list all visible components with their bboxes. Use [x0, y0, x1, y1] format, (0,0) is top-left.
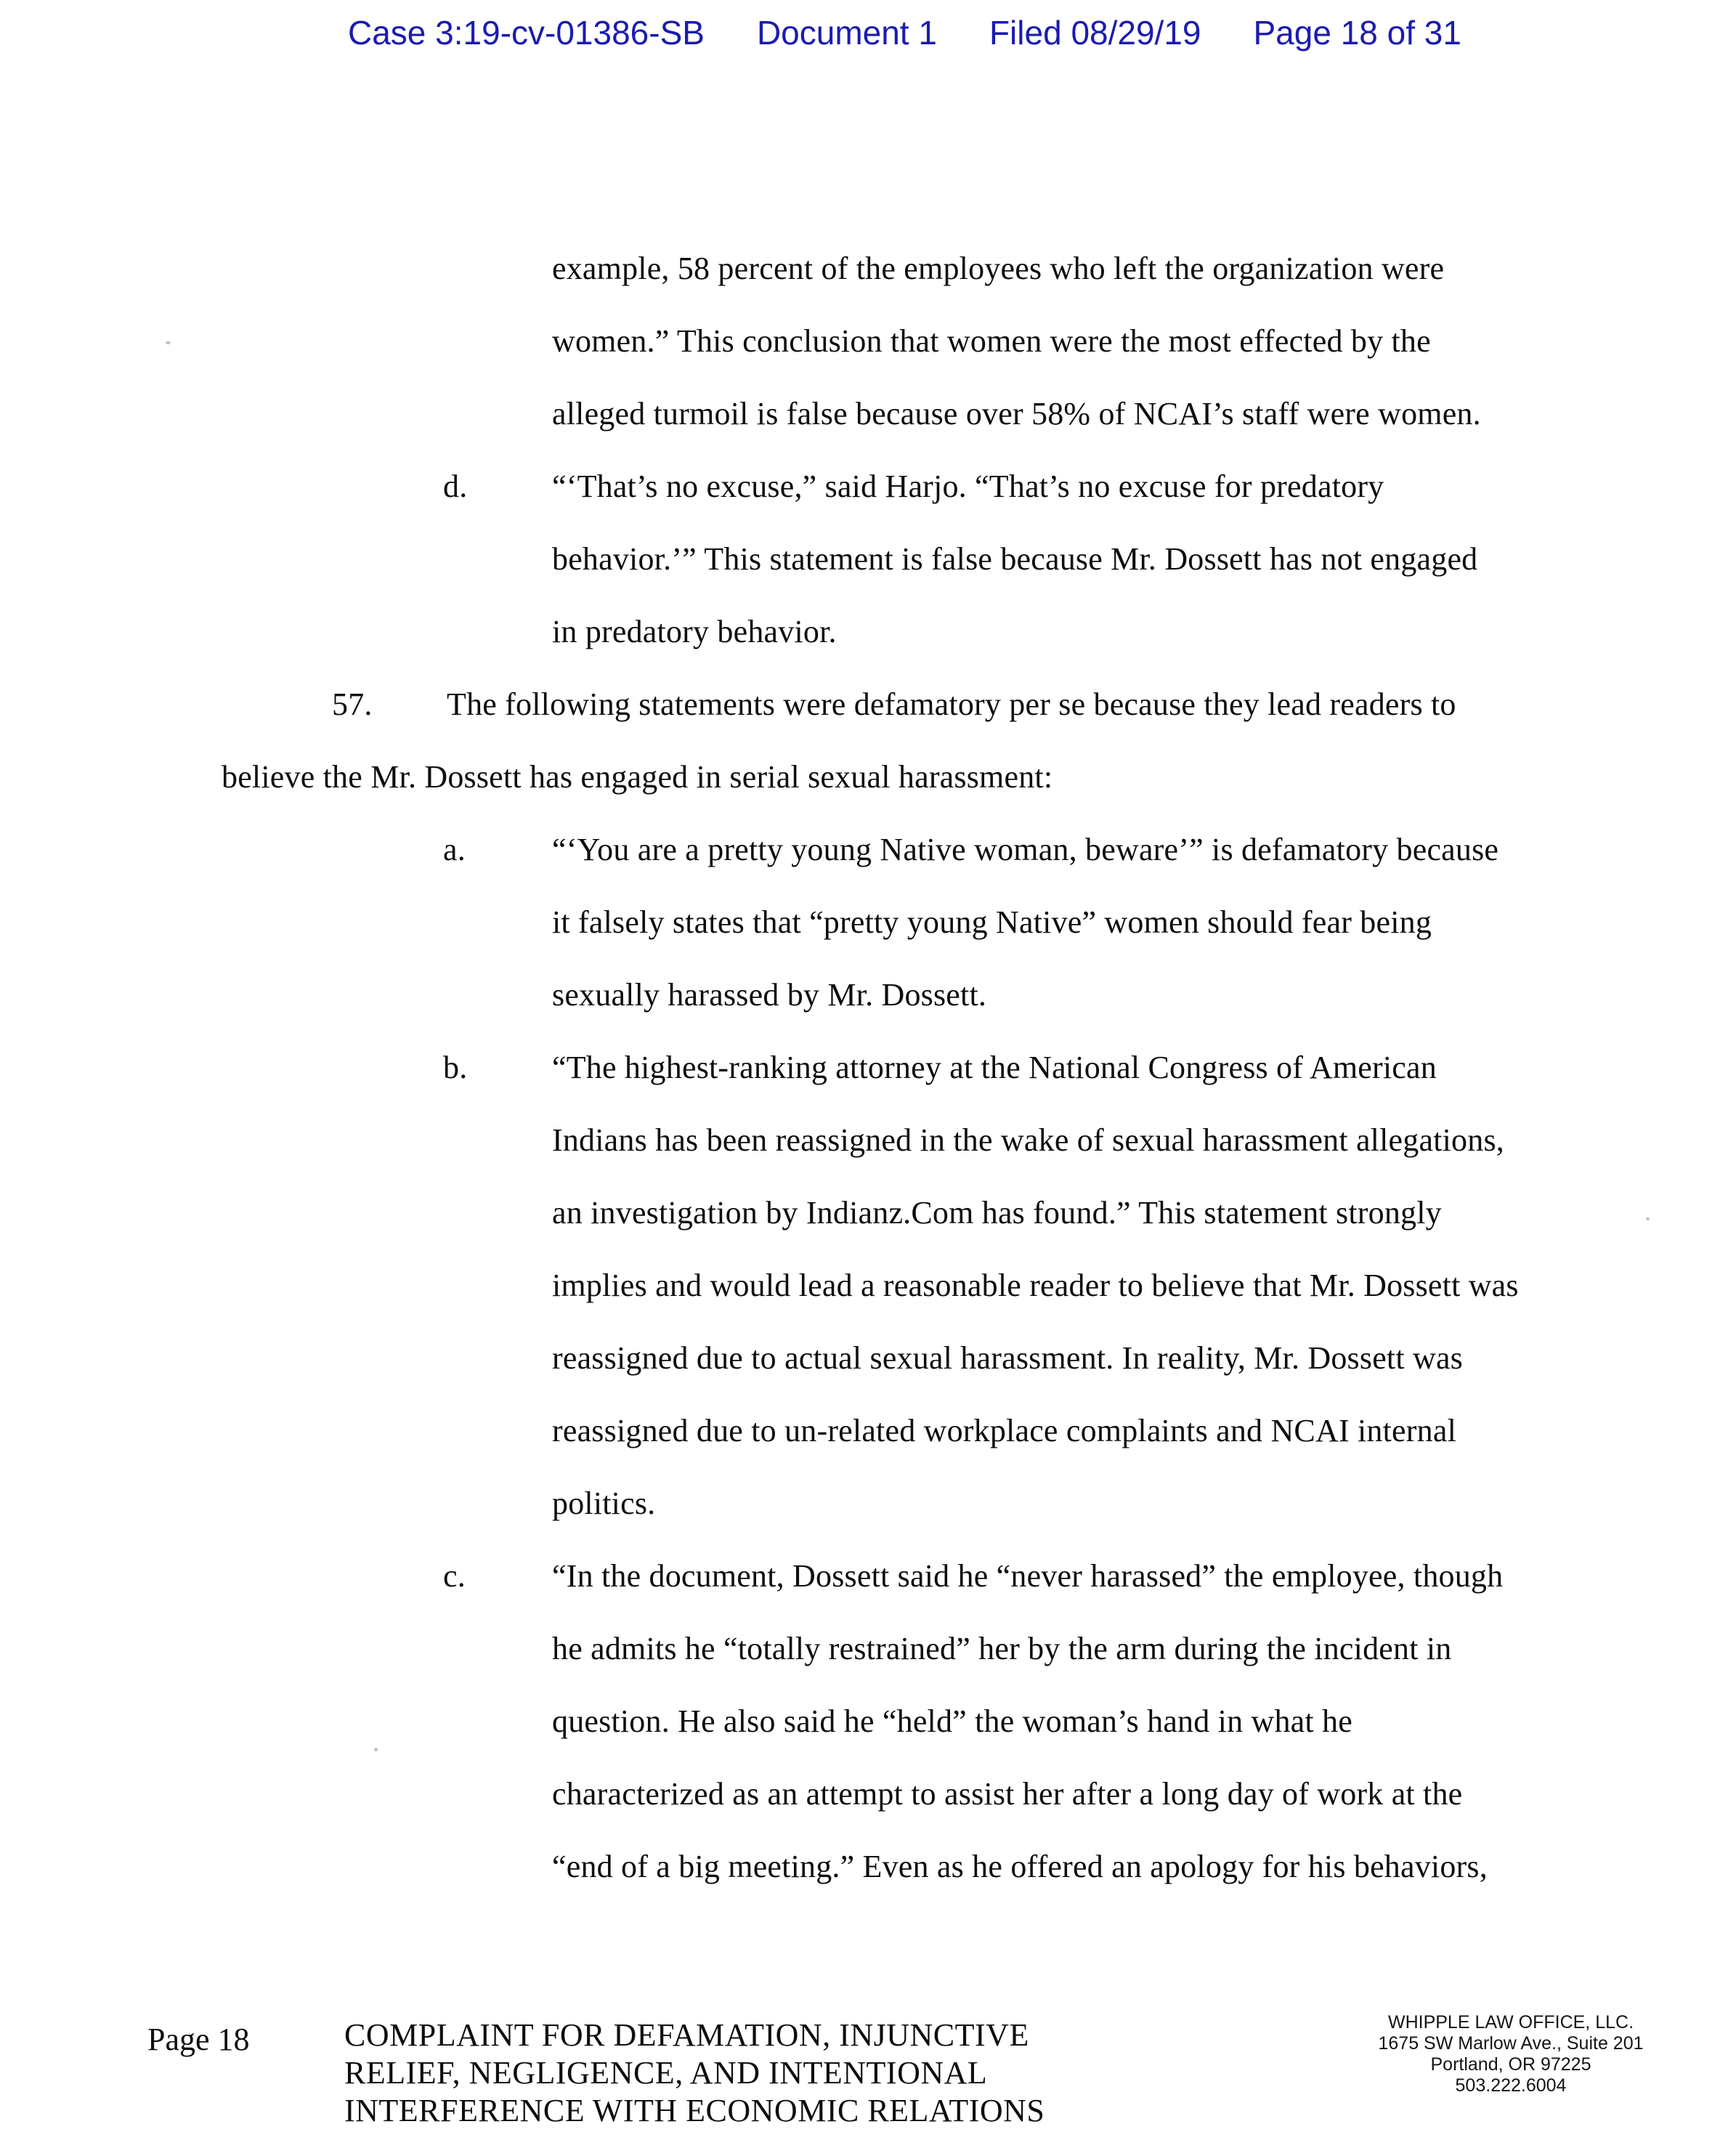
- document-line: [222, 1395, 1645, 1467]
- line-text: Indians has been reassigned in the wake of sexual harassment allegations,: [552, 1122, 1504, 1158]
- line-text: reassigned due to un-related workplace complaints and NCAI internal: [552, 1413, 1456, 1448]
- document-line: [222, 1758, 1645, 1831]
- document-title: [344, 2017, 1045, 2130]
- page-number-label: Page 18: [147, 2022, 250, 2057]
- line-text: question. He also said he “held” the woman’s hand in what he: [552, 1703, 1352, 1739]
- document-title-line: COMPLAINT FOR DEFAMATION, INJUNCTIVE: [344, 2017, 1029, 2053]
- line-text: he admits he “totally restrained” her by the arm during the incident in: [552, 1631, 1452, 1666]
- document-line: [222, 959, 1645, 1032]
- list-marker: c.: [443, 1558, 466, 1594]
- document-line: [222, 1540, 1645, 1613]
- document-line: [222, 814, 1645, 886]
- line-text: politics.: [552, 1486, 656, 1521]
- list-marker: 57.: [332, 686, 373, 722]
- line-text: alleged turmoil is false because over 58% of NCAI’s staff were women.: [552, 396, 1481, 431]
- line-text: believe the Mr. Dossett has engaged in serial sexual harassment:: [222, 759, 1053, 795]
- document-line: [222, 1685, 1645, 1758]
- document-line: [222, 1104, 1645, 1177]
- line-text: reassigned due to actual sexual harassment. In reality, Mr. Dossett was: [552, 1340, 1463, 1376]
- line-text: implies and would lead a reasonable reader to believe that Mr. Dossett was: [552, 1268, 1519, 1303]
- document-line: [222, 305, 1645, 378]
- document-line: [222, 1032, 1645, 1104]
- scan-speck: [1646, 1217, 1650, 1220]
- list-marker: b.: [443, 1050, 468, 1085]
- law-firm-line: Portland, OR 97225: [1430, 2054, 1591, 2075]
- case-header-segment: Document 1: [756, 14, 937, 52]
- line-text: example, 58 percent of the employees who left the organization were: [552, 251, 1445, 286]
- law-firm-line: 503.222.6004: [1455, 2075, 1567, 2096]
- line-text: an investigation by Indianz.Com has found.” This statement strongly: [552, 1195, 1442, 1231]
- scan-speck: [374, 1748, 378, 1751]
- document-line: [222, 523, 1645, 596]
- document-line: [222, 668, 1645, 741]
- list-marker: a.: [443, 832, 466, 867]
- document-line: [222, 1831, 1645, 1903]
- document-line: [222, 596, 1645, 668]
- line-text: The following statements were defamatory per se because they lead readers to: [447, 686, 1456, 722]
- document-line: [222, 741, 1645, 814]
- line-text: “The highest-ranking attorney at the National Congress of American: [552, 1050, 1437, 1085]
- case-header-segment: Case 3:19-cv-01386-SB: [348, 14, 705, 52]
- document-line: [222, 1322, 1645, 1395]
- law-firm-line: WHIPPLE LAW OFFICE, LLC.: [1387, 2012, 1634, 2032]
- case-header: [348, 13, 1461, 52]
- document-line: [222, 1467, 1645, 1540]
- line-text: in predatory behavior.: [552, 614, 837, 649]
- line-text: characterized as an attempt to assist her after a long day of work at the: [552, 1776, 1463, 1812]
- document-line: [222, 232, 1645, 305]
- law-firm-block: [1344, 2012, 1678, 2096]
- line-text: behavior.’” This statement is false because Mr. Dossett has not engaged: [552, 541, 1478, 577]
- law-firm-line: 1675 SW Marlow Ave., Suite 201: [1378, 2033, 1644, 2054]
- line-text: “‘You are a pretty young Native woman, beware’” is defamatory because: [552, 832, 1499, 867]
- document-line: [222, 886, 1645, 959]
- line-text: women.” This conclusion that women were the most effected by the: [552, 323, 1431, 359]
- list-marker: d.: [443, 469, 468, 504]
- case-header-segment: Page 18 of 31: [1253, 14, 1461, 52]
- document-title-line: INTERFERENCE WITH ECONOMIC RELATIONS: [344, 2093, 1045, 2128]
- line-text: it falsely states that “pretty young Native” women should fear being: [552, 904, 1432, 940]
- document-body: [222, 232, 1645, 1903]
- document-title-line: RELIEF, NEGLIGENCE, AND INTENTIONAL: [344, 2055, 988, 2091]
- document-line: [222, 378, 1645, 450]
- line-text: “‘That’s no excuse,” said Harjo. “That’s no excuse for predatory: [552, 469, 1384, 504]
- case-header-segment: Filed 08/29/19: [989, 14, 1201, 52]
- line-text: sexually harassed by Mr. Dossett.: [552, 977, 987, 1013]
- scan-speck: [166, 341, 171, 344]
- document-line: [222, 1613, 1645, 1685]
- document-line: [222, 450, 1645, 523]
- line-text: “In the document, Dossett said he “never harassed” the employee, though: [552, 1558, 1504, 1594]
- document-line: [222, 1177, 1645, 1249]
- line-text: “end of a big meeting.” Even as he offered an apology for his behaviors,: [552, 1849, 1488, 1884]
- document-line: [222, 1249, 1645, 1322]
